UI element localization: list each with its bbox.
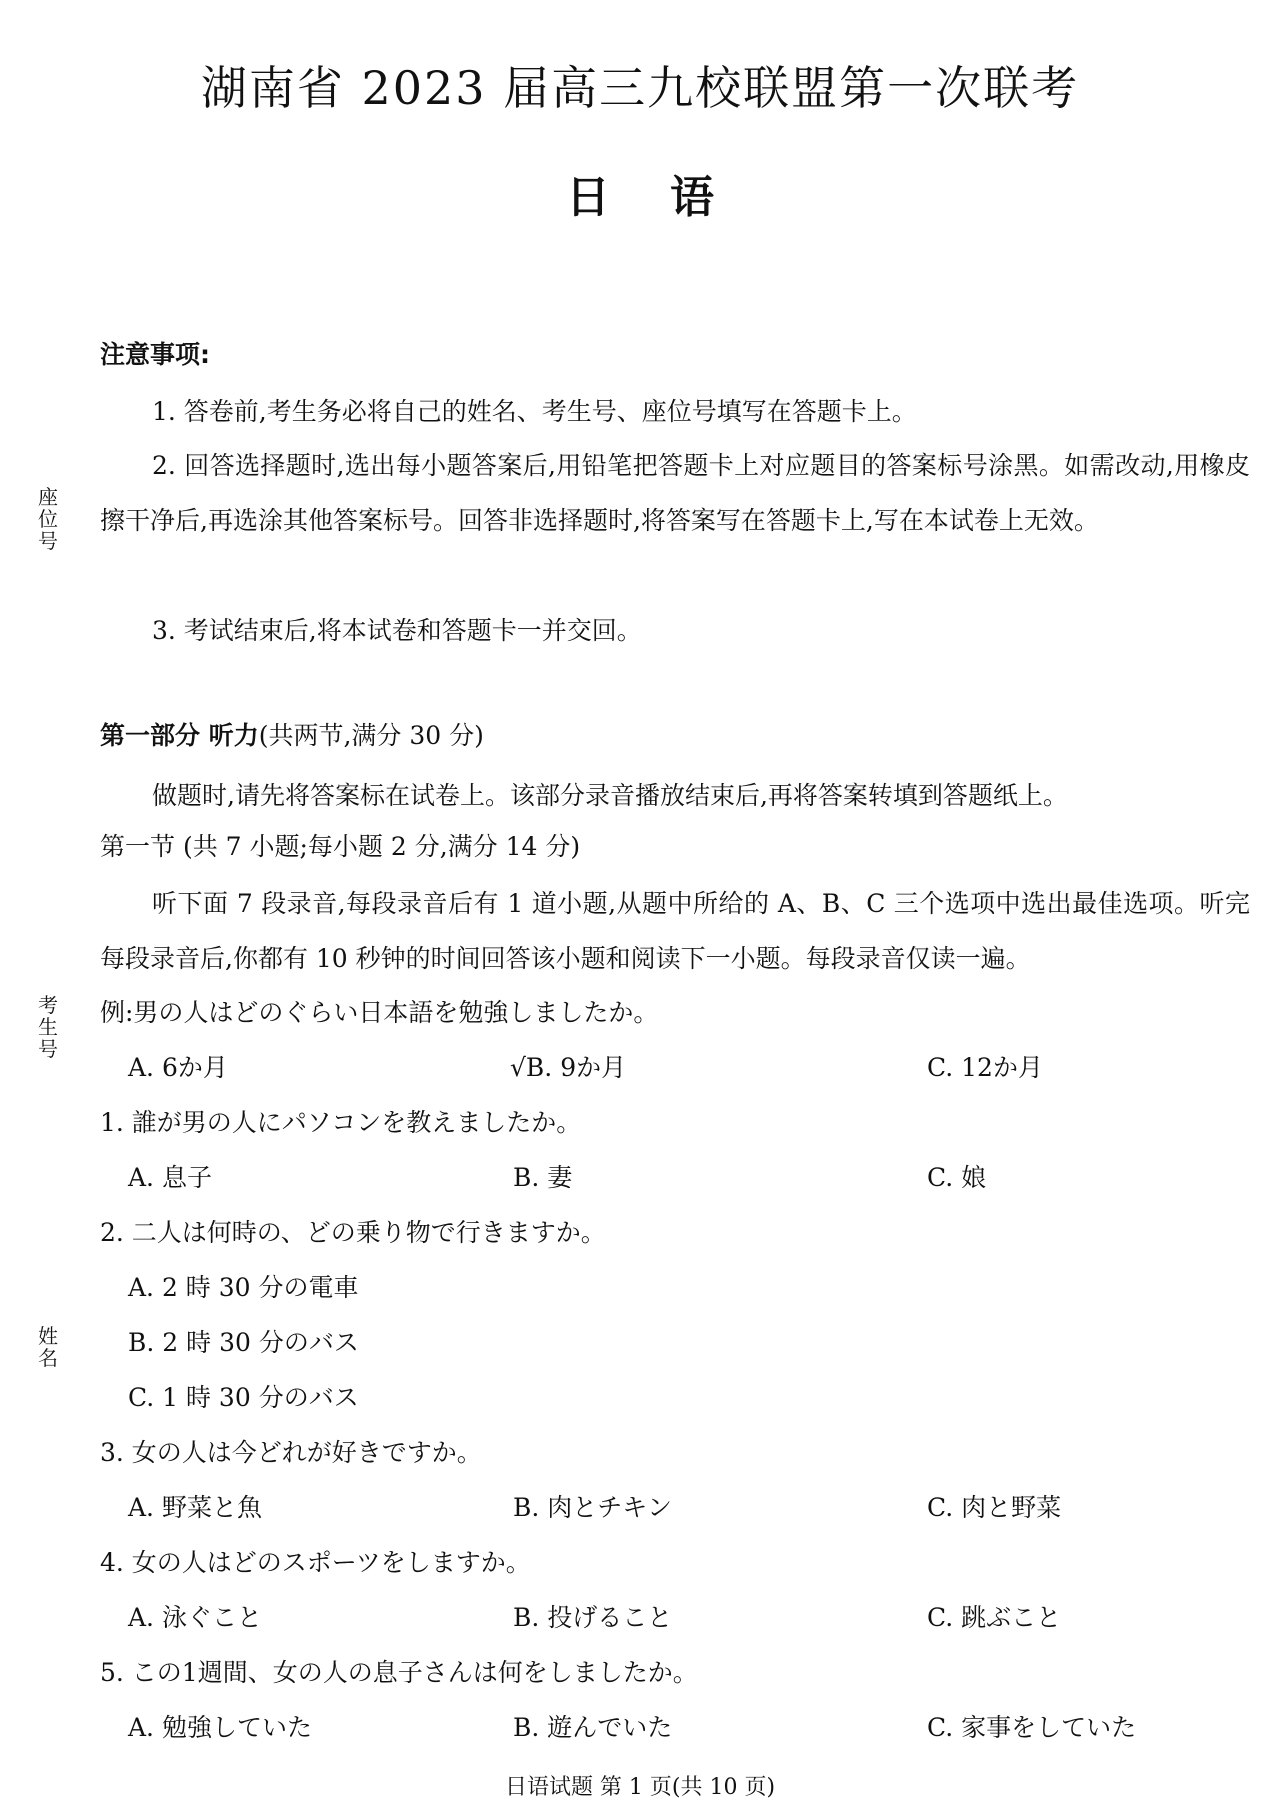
example-option-b: √B. 9か月 — [510, 1053, 627, 1082]
notice-item-3: 3. 考试结束后,将本试卷和答题卡一并交回。 — [152, 616, 642, 645]
question-3: 3. 女の人は今どれが好きですか。 — [100, 1438, 482, 1467]
section1-heading: 第一节 (共 7 小题;每小题 2 分,满分 14 分) — [100, 832, 581, 861]
example-option-c: C. 12か月 — [927, 1053, 1043, 1082]
exam-number-label: 考生号 — [38, 993, 58, 1061]
question-1-option-a: A. 息子 — [128, 1163, 212, 1192]
question-2-option-c: C. 1 時 30 分のバス — [128, 1383, 359, 1412]
question-5-option-b: B. 遊んでいた — [513, 1713, 673, 1742]
page-footer: 日语试题 第 1 页(共 10 页) — [504, 1775, 776, 1800]
question-5-option-c: C. 家事をしていた — [927, 1713, 1137, 1742]
question-3-option-b: B. 肉とチキン — [513, 1493, 673, 1522]
name-label: 姓名 — [38, 1324, 58, 1370]
question-2-option-a: A. 2 時 30 分の電車 — [128, 1273, 359, 1302]
page-subtitle: 日语 — [566, 172, 774, 223]
part1-heading: 第一部分 听力 — [100, 721, 259, 750]
question-2: 2. 二人は何時の、どの乗り物で行きますか。 — [100, 1218, 606, 1247]
question-1-option-b: B. 妻 — [513, 1163, 573, 1192]
question-1-option-c: C. 娘 — [927, 1163, 987, 1192]
section1-instruction: 听下面 7 段录音,每段录音后有 1 道小题,从题中所给的 A、B、C 三个选项中选出最佳选项。听完每段录音后,你都有 10 秒钟的时间回答该小题和阅读下一小题。每段录音仅读一遍。 — [100, 889, 1250, 973]
question-3-option-c: C. 肉と野菜 — [927, 1493, 1062, 1522]
question-4: 4. 女の人はどのスポーツをしますか。 — [100, 1548, 531, 1577]
page-title: 湖南省 2023 届高三九校联盟第一次联考 — [200, 61, 1080, 115]
seat-number-label: 座位号 — [38, 485, 58, 553]
notice-heading: 注意事项: — [100, 340, 210, 369]
example-option-a: A. 6か月 — [128, 1053, 228, 1082]
question-2-option-b: B. 2 時 30 分のバス — [128, 1328, 359, 1357]
example-question: 例:男の人はどのぐらい日本語を勉強しましたか。 — [100, 998, 659, 1027]
part1-heading-row — [100, 721, 484, 751]
question-5: 5. この1週間、女の人の息子さんは何をしましたか。 — [100, 1658, 698, 1687]
question-5-option-a: A. 勉強していた — [128, 1713, 312, 1742]
part1-instruction: 做题时,请先将答案标在试卷上。该部分录音播放结束后,再将答案转填到答题纸上。 — [152, 781, 1068, 810]
notice-item-1: 1. 答卷前,考生务必将自己的姓名、考生号、座位号填写在答题卡上。 — [152, 397, 917, 426]
question-1: 1. 誰が男の人にパソコンを教えましたか。 — [100, 1108, 582, 1137]
part1-heading-note: (共两节,满分 30 分) — [258, 721, 484, 750]
notice-item-2: 2. 回答选择题时,选出每小题答案后,用铅笔把答题卡上对应题目的答案标号涂黑。如需改动,用橡皮擦干净后,再选涂其他答案标号。回答非选择题时,将答案写在答题卡上,写在本试卷上无效。 — [100, 451, 1250, 535]
question-4-option-b: B. 投げること — [513, 1603, 673, 1632]
question-4-option-a: A. 泳ぐこと — [128, 1603, 262, 1632]
question-4-option-c: C. 跳ぶこと — [927, 1603, 1062, 1632]
question-3-option-a: A. 野菜と魚 — [128, 1493, 262, 1522]
